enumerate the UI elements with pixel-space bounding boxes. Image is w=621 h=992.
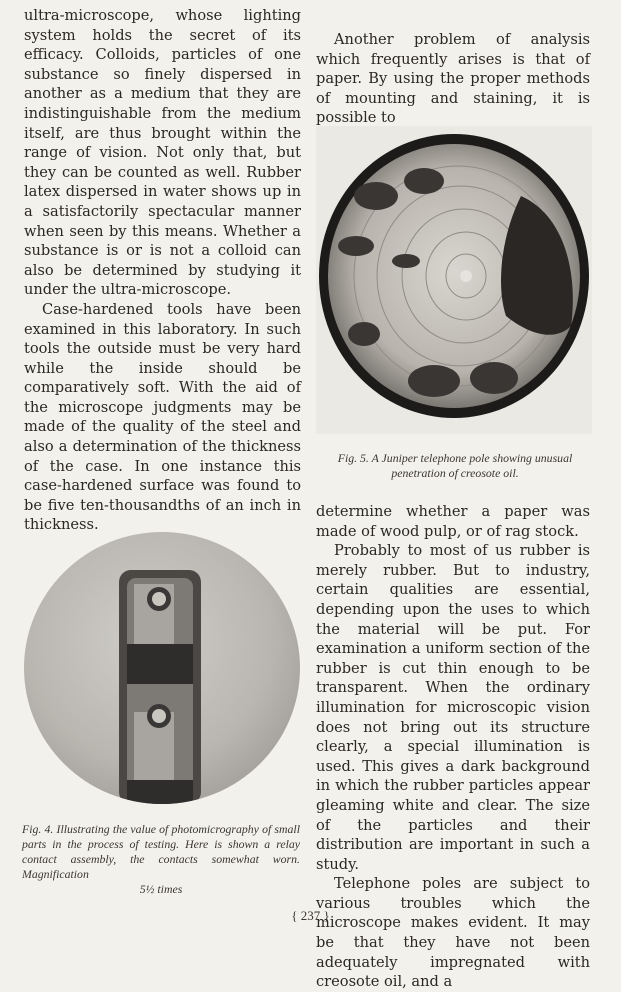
body-paragraph: Case-hardened tools have been examined in this laboratory. In such tools the outside must be very hard while the inside should be comparatively soft. With the aid of the microscope judgments may be made of the quality of the steel and also a determination of the thickness of the case. In one instance this case-hardened surface was found to be five ten-thousandths of an inch in thickness. bbox=[24, 300, 301, 534]
left-text-column bbox=[24, 6, 301, 535]
fig4-caption-main: Fig. 4. Illustrating the value of photomicrography of small parts in the process of testing. Here is shown a relay contact assembly, the contacts somewhat worn. Magnification bbox=[22, 822, 300, 881]
page-number: { 237 } bbox=[291, 908, 330, 923]
body-paragraph: Another problem of analysis which frequently arises is that of paper. By using the proper methods of mounting and staining, it is possible to bbox=[316, 31, 590, 127]
fig4-caption bbox=[22, 822, 300, 897]
body-paragraph: Telephone poles are subject to various troubles which the microscope makes evident. It may be that they have not been adequately impregnated with creosote oil, and a bbox=[316, 875, 590, 991]
fig4-caption-last: 5½ times bbox=[139, 882, 183, 896]
body-paragraph: determine whether a paper was made of wood pulp, or of rag stock. bbox=[316, 503, 590, 540]
fig4-relay-contact-photo bbox=[24, 532, 300, 804]
body-paragraph: Probably to most of us rubber is merely rubber. But to industry, certain qualities are essential, depending upon the uses to which the material will be put. For examination a uniform section of the rubber is cut thin enough to be transparent. When the ordinary illumination for microscopic vision does not bring out its structure clearly, a special illumination is used. This gives a dark background in which the rubber particles appear gleaming white and clear. The size of the particles and their distribution are important in such a study. bbox=[316, 542, 590, 873]
fig5-pole-cross-section-photo bbox=[316, 126, 592, 434]
body-paragraph: ultra-microscope, whose lighting system holds the secret of its efficacy. Colloids, particles of one substance so finely dispersed in another as a medium that they are indistinguishable from the medium itself, are thus brought within the range of vision. Not only that, but they can be counted as well. Rubber latex dispersed in water shows up in a satisfactorily spectacular manner when seen by this means. Whether a substance is or is not a colloid can also be determined by studying it under the ultra-microscope. bbox=[24, 7, 301, 299]
fig5-caption: Fig. 5. A Juniper telephone pole showing unusual penetration of creosote oil. bbox=[337, 451, 573, 480]
right-text-column-top bbox=[316, 30, 590, 128]
